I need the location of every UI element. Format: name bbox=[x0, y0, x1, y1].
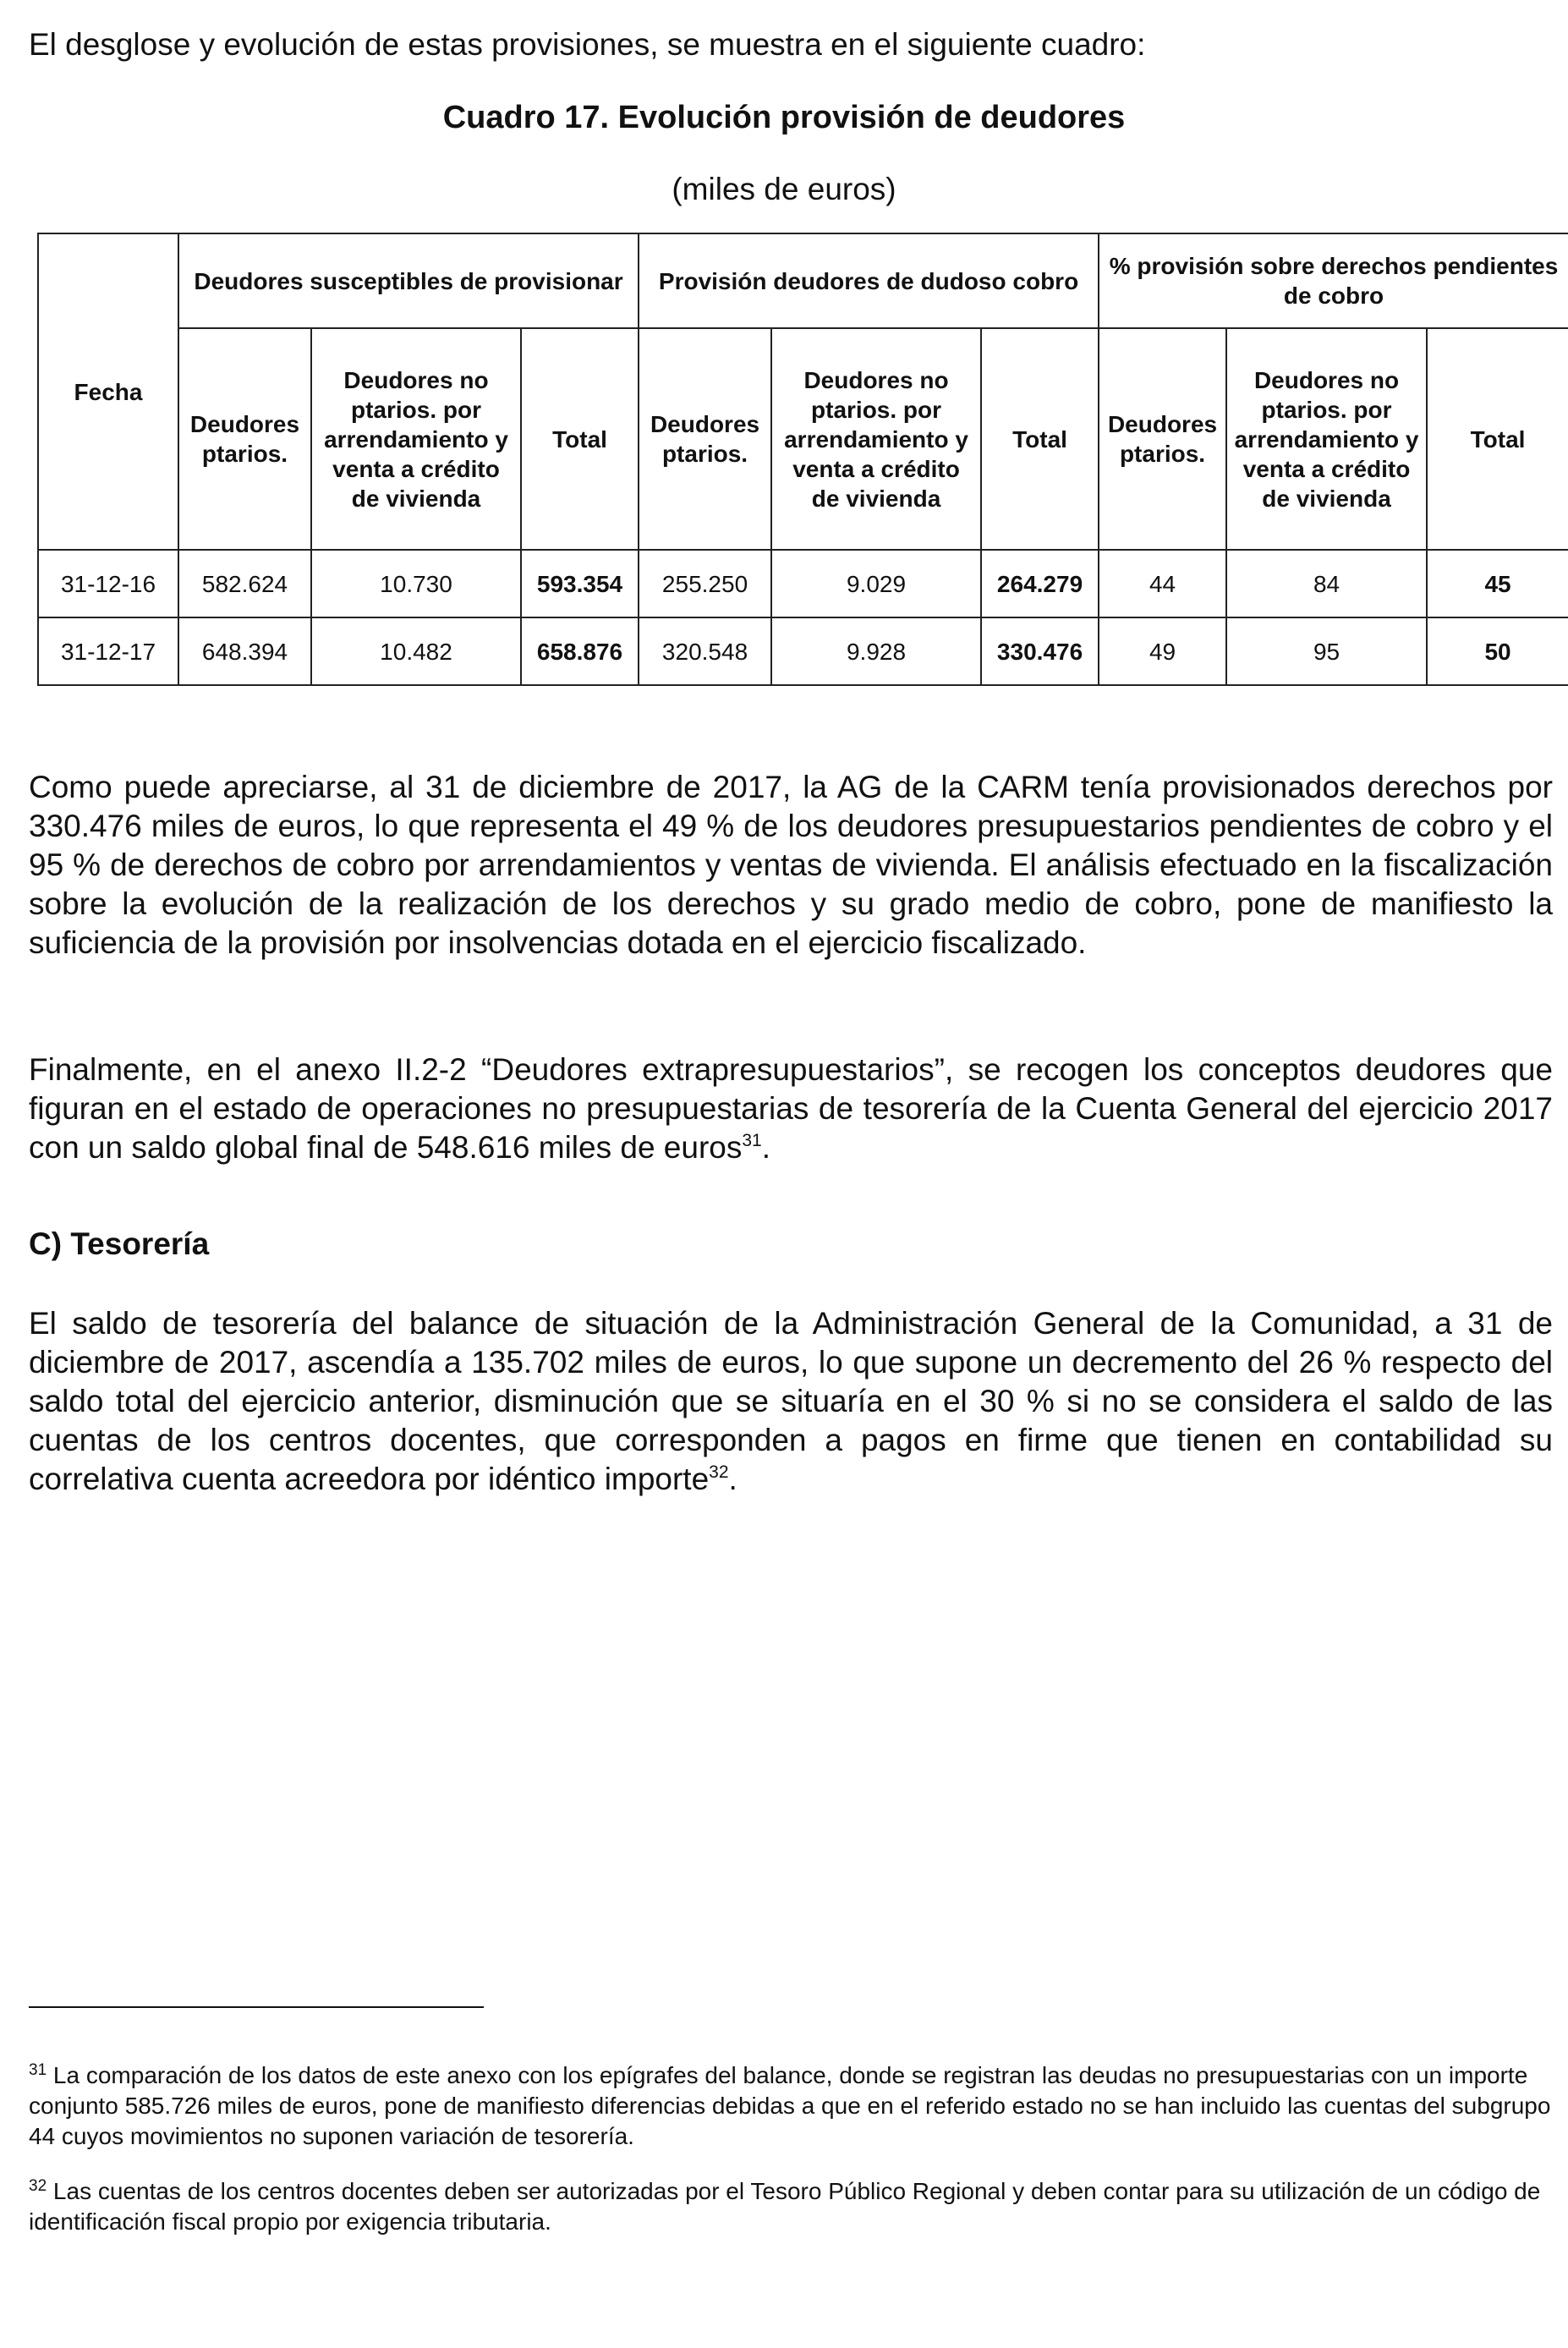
table-header-row-2 bbox=[38, 328, 1568, 550]
footnote bbox=[29, 2176, 1553, 2237]
cell-value: 582.624 bbox=[178, 550, 311, 617]
cell-value: 255.250 bbox=[639, 550, 771, 617]
cell-total: 45 bbox=[1427, 550, 1568, 617]
table-title: Cuadro 17. Evolución provisión de deudores bbox=[442, 100, 1126, 135]
footnote bbox=[29, 2060, 1553, 2152]
footnote-ref: 32 bbox=[709, 1462, 729, 1482]
header-fecha: Fecha bbox=[38, 233, 178, 550]
cell-value: 49 bbox=[1099, 617, 1226, 685]
cell-value: 44 bbox=[1099, 550, 1226, 617]
paragraph-text: El saldo de tesorería del balance de situación de la Administración General de la Comunidad, a 31 de diciembre de 2017, ascendía a 135.702 miles de euros, lo que supone un decremento del 26 % respecto del saldo total del ejercicio anterior, disminución que se situaría en el 30 % si no se considera el saldo de las cuentas de los centros docentes, que corresponden a pagos en firme que tienen en contabilidad su correlativa cuenta acreedora por idéntico importe bbox=[29, 1306, 1553, 1496]
header-ptarios: Deudores ptarios. bbox=[1099, 328, 1226, 550]
cell-total: 330.476 bbox=[981, 617, 1099, 685]
row-date: 31-12-17 bbox=[38, 617, 178, 685]
table-row bbox=[38, 550, 1568, 617]
header-total: Total bbox=[521, 328, 639, 550]
table-header-row-1 bbox=[38, 233, 1568, 328]
header-ptarios: Deudores ptarios. bbox=[178, 328, 311, 550]
footnote-divider bbox=[29, 2006, 484, 2008]
header-no-ptarios: Deudores no ptarios. por arrendamiento y venta a crédito de vivienda bbox=[1226, 328, 1427, 550]
paragraph-extrapresupuestarios: Finalmente, en el anexo II.2-2 “Deudores extrapresupuestarios”, se recogen los conceptos deudores que figuran en el estado de operaciones no presupuestarias de tesorería de la Cuenta General del ejercicio 2017 con un saldo global final de 548.616 miles de euros$^{31}$. bbox=[29, 1052, 1553, 1165]
header-group-susceptibles: Deudores susceptibles de provisionar bbox=[178, 233, 639, 328]
table-units: (miles de euros) bbox=[672, 172, 896, 206]
footnote-ref: 31 bbox=[742, 1131, 762, 1150]
cell-total: 50 bbox=[1427, 617, 1568, 685]
cell-total: 593.354 bbox=[521, 550, 639, 617]
header-no-ptarios: Deudores no ptarios. por arrendamiento y venta a crédito de vivienda bbox=[771, 328, 981, 550]
footnote-number: 31 bbox=[29, 2061, 47, 2079]
cell-value: 10.730 bbox=[311, 550, 521, 617]
header-total: Total bbox=[1427, 328, 1568, 550]
cell-value: 9.029 bbox=[771, 550, 981, 617]
section-heading: C) Tesorería bbox=[29, 1226, 210, 1261]
header-no-ptarios: Deudores no ptarios. por arrendamiento y venta a crédito de vivienda bbox=[311, 328, 521, 550]
provision-table bbox=[37, 233, 1568, 686]
cell-value: 84 bbox=[1226, 550, 1427, 617]
cell-value: 10.482 bbox=[311, 617, 521, 685]
cell-value: 648.394 bbox=[178, 617, 311, 685]
cell-total: 264.279 bbox=[981, 550, 1099, 617]
header-group-porcentaje: % provisión sobre derechos pendientes de cobro bbox=[1099, 233, 1568, 328]
cell-value: 95 bbox=[1226, 617, 1427, 685]
row-date: 31-12-16 bbox=[38, 550, 178, 617]
table-row bbox=[38, 617, 1568, 685]
paragraph-tesoreria: El saldo de tesorería del balance de situación de la Administración General de la Comunidad, a 31 de diciembre de 2017, ascendía a 135.702 miles de euros, lo que supone un decremento del 26 % respecto del saldo total del ejercicio anterior, disminución que se situaría en el 30 % si no se considera el saldo de las cuentas de los centros docentes, que corresponden a pagos en firme que tienen en contabilidad su correlativa cuenta acreedora por idéntico importe$^{32}$. bbox=[29, 1306, 1553, 1496]
header-total: Total bbox=[981, 328, 1099, 550]
footnote-text: La comparación de los datos de este anexo con los epígrafes del balance, donde se registran las deudas no presupuestarias con un importe conjunto 585.726 miles de euros, pone de manifiesto diferencias debidas a que en el referido estado no se han incluido las cuentas del subgrupo 44 cuyos movimientos no suponen variación de tesorería. bbox=[29, 2062, 1551, 2149]
footnote-number: 32 bbox=[29, 2177, 47, 2195]
header-group-provision: Provisión deudores de dudoso cobro bbox=[639, 233, 1099, 328]
header-ptarios: Deudores ptarios. bbox=[639, 328, 771, 550]
paragraph-provision-analysis: Como puede apreciarse, al 31 de diciembre de 2017, la AG de la CARM tenía provisionados derechos por 330.476 miles de euros, lo que representa el 49 % de los deudores presupuestarios pendientes de cobro y el 95 % de derechos de cobro por arrendamientos y ventas de vivienda. El análisis efectuado en la fiscalización sobre la evolución de la realización de los derechos y su grado medio de cobro, pone de manifiesto la suficiencia de la provisión por insolvencias dotada en el ejercicio fiscalizado. bbox=[29, 770, 1553, 960]
cell-total: 658.876 bbox=[521, 617, 639, 685]
footnote-text: Las cuentas de los centros docentes deben ser autorizadas por el Tesoro Público Regional y deben contar para su utilización de un código de identificación fiscal propio por exigencia tributaria. bbox=[29, 2178, 1541, 2235]
intro-text: El desglose y evolución de estas provisiones, se muestra en el siguiente cuadro: bbox=[29, 27, 1146, 62]
cell-value: 9.928 bbox=[771, 617, 981, 685]
cell-value: 320.548 bbox=[639, 617, 771, 685]
paragraph-text: Finalmente, en el anexo II.2-2 “Deudores extrapresupuestarios”, se recogen los conceptos deudores que figuran en el estado de operaciones no presupuestarias de tesorería de la Cuenta General del ejercicio 2017 con un saldo global final de 548.616 miles de euros bbox=[29, 1052, 1553, 1165]
